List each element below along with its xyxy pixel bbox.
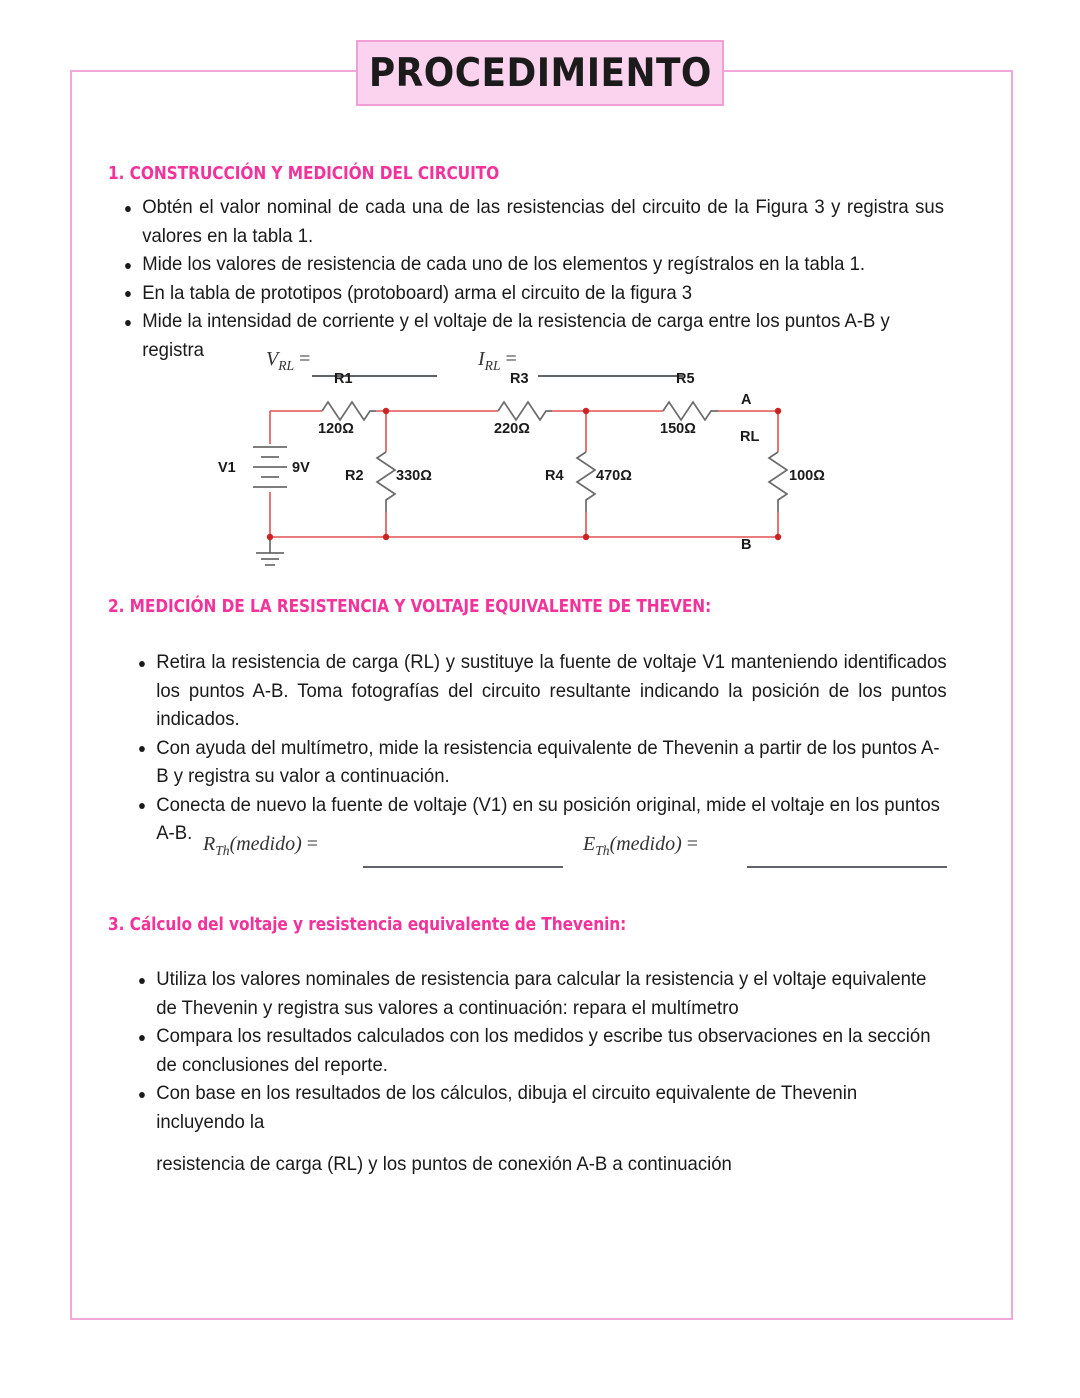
v1-ref: V1 <box>218 460 236 476</box>
r5-ref: R5 <box>676 371 695 387</box>
r3-symbol <box>498 402 552 420</box>
r2-value: 330Ω <box>396 468 432 484</box>
e-th-symbol: E <box>583 833 596 855</box>
terminal-b-label: B <box>741 537 752 553</box>
v-rl-symbol: V <box>266 348 279 370</box>
page-title: PROCEDIMIENTO <box>368 50 712 96</box>
list-item: En la tabla de prototipos (protoboard) arma el circuito de la figura 3 <box>108 279 944 308</box>
section-1-bullets <box>108 193 988 364</box>
r1-symbol <box>322 402 376 420</box>
r5-symbol <box>663 402 718 420</box>
list-item: Con ayuda del multímetro, mide la resistencia equivalente de Thevenin a partir de los puntos A-B y registra su valor a continuación. <box>122 734 947 791</box>
r2-symbol <box>377 452 395 512</box>
list-item: Conecta de nuevo la fuente de voltaje (V1) en su posición original, mide el voltaje en los puntos A-B. <box>122 791 947 848</box>
r-th-qualifier: (medido) <box>229 833 302 855</box>
r5-value: 150Ω <box>660 421 696 437</box>
r1-value: 120Ω <box>318 421 354 437</box>
i-rl-symbol: I <box>478 348 485 370</box>
section-3-heading: 3. Cálculo del voltaje y resistencia equivalente de Thevenin: <box>108 915 627 935</box>
r1-ref: R1 <box>334 371 353 387</box>
r-th-blank-rule[interactable] <box>363 866 563 868</box>
r3-value: 220Ω <box>494 421 530 437</box>
r4-ref: R4 <box>545 468 564 484</box>
list-item: Mide la intensidad de corriente y el voltaje de la resistencia de carga entre los puntos A-B y registra <box>108 307 944 364</box>
v-rl-equals: = <box>299 348 311 370</box>
e-th-qualifier: (medido) <box>609 833 682 855</box>
list-item: Utiliza los valores nominales de resistencia para calcular la resistencia y el voltaje equivalente de Thevenin y registra sus valores a continuación: repara el multímetro <box>122 965 947 1022</box>
i-rl-subscript: RL <box>484 358 501 373</box>
section-2-bullets <box>122 648 990 848</box>
section-1-heading: 1. CONSTRUCCIÓN Y MEDICIÓN DEL CIRCUITO <box>108 164 500 184</box>
list-item: Retira la resistencia de carga (RL) y sustituye la fuente de voltaje V1 manteniendo identificados los puntos A-B. Toma fotografías del circuito resultante indicando la posición de los puntos indicados. <box>122 648 947 734</box>
r4-value: 470Ω <box>596 468 632 484</box>
e-th-label <box>583 833 698 859</box>
section-3-bullets <box>122 965 990 1179</box>
r-th-label <box>203 833 318 859</box>
rl-value: 100Ω <box>789 468 825 484</box>
e-th-equals: = <box>686 833 699 855</box>
circuit-diagram-figure-3 <box>218 340 825 570</box>
r-th-equals: = <box>306 833 319 855</box>
v1-value: 9V <box>292 460 310 476</box>
page-title-box <box>356 40 724 106</box>
terminal-a-label: A <box>741 392 752 408</box>
r3-ref: R3 <box>510 371 529 387</box>
i-rl-equals: = <box>505 348 517 370</box>
list-item: Obtén el valor nominal de cada una de las resistencias del circuito de la Figura 3 y registra sus valores en la tabla 1. <box>108 193 944 250</box>
list-item: Compara los resultados calculados con los medidos y escribe tus observaciones en la sección de conclusiones del reporte. <box>122 1022 947 1079</box>
rl-ref: RL <box>740 429 760 445</box>
v-rl-subscript: RL <box>278 358 295 373</box>
e-th-blank-rule[interactable] <box>747 866 947 868</box>
e-th-subscript: Th <box>595 843 610 858</box>
section-2-heading: 2. MEDICIÓN DE LA RESISTENCIA Y VOLTAJE EQUIVALENTE DE THEVEN: <box>108 597 712 617</box>
rl-symbol <box>769 452 787 512</box>
r-th-subscript: Th <box>215 843 230 858</box>
list-item: Mide los valores de resistencia de cada uno de los elementos y regístralos en la tabla 1. <box>108 250 944 279</box>
r-th-symbol: R <box>203 833 216 855</box>
list-item: Con base en los resultados de los cálculos, dibuja el circuito equivalente de Thevenin incluyendo la <box>122 1079 947 1136</box>
r2-ref: R2 <box>345 468 364 484</box>
list-item-continuation: resistencia de carga (RL) y los puntos de conexión A-B a continuación <box>156 1153 732 1175</box>
r4-symbol <box>577 452 595 512</box>
